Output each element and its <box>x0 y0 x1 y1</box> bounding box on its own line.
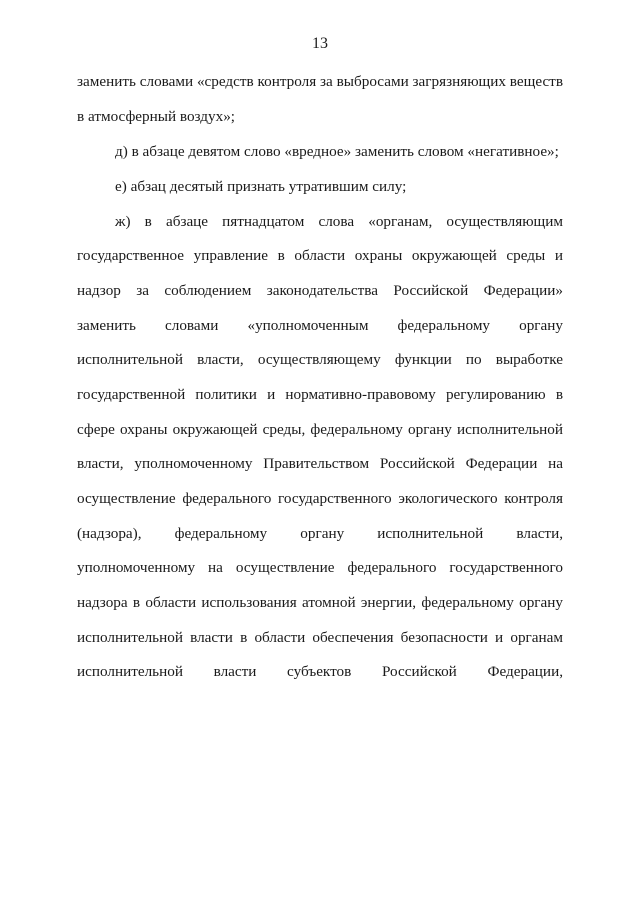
text-line-7: надзор за соблюдением законодательства Российской Федерации» <box>77 282 563 299</box>
page-number: 13 <box>312 35 328 52</box>
text-line-11: сфере охраны окружающей среды, федеральному органу исполнительной <box>77 421 563 438</box>
text-line-18: исполнительной власти субъектов Российской Федерации, <box>77 663 563 680</box>
text-line-13: осуществление федерального государственного экологического контроля <box>77 490 563 507</box>
text-line-8: заменить словами «уполномоченным федеральному органу <box>77 317 563 334</box>
text-line-12: власти, уполномоченному Правительством Российской Федерации на <box>77 455 563 472</box>
text-line-14: (надзора), федеральному органу исполнительной власти, <box>77 525 563 542</box>
text-line-5: ж) в абзаце пятнадцатом слова «органам, осуществляющим <box>115 213 563 230</box>
text-line-3: д) в абзаце девятом слово «вредное» заменить словом «негативное»; <box>115 143 559 160</box>
text-line-15: уполномоченному на осуществление федерального государственного <box>77 559 563 576</box>
text-line-4: е) абзац десятый признать утратившим силу; <box>115 178 407 195</box>
text-line-10: государственной политики и нормативно-правовому регулированию в <box>77 386 563 403</box>
text-line-1: заменить словами «средств контроля за выбросами загрязняющих веществ <box>77 73 563 90</box>
text-line-16: надзора в области использования атомной энергии, федеральному органу <box>77 594 563 611</box>
text-line-6: государственное управление в области охраны окружающей среды и <box>77 247 563 264</box>
text-line-9: исполнительной власти, осуществляющему функции по выработке <box>77 351 563 368</box>
text-line-17: исполнительной власти в области обеспечения безопасности и органам <box>77 629 563 646</box>
text-line-2: в атмосферный воздух»; <box>77 108 236 125</box>
